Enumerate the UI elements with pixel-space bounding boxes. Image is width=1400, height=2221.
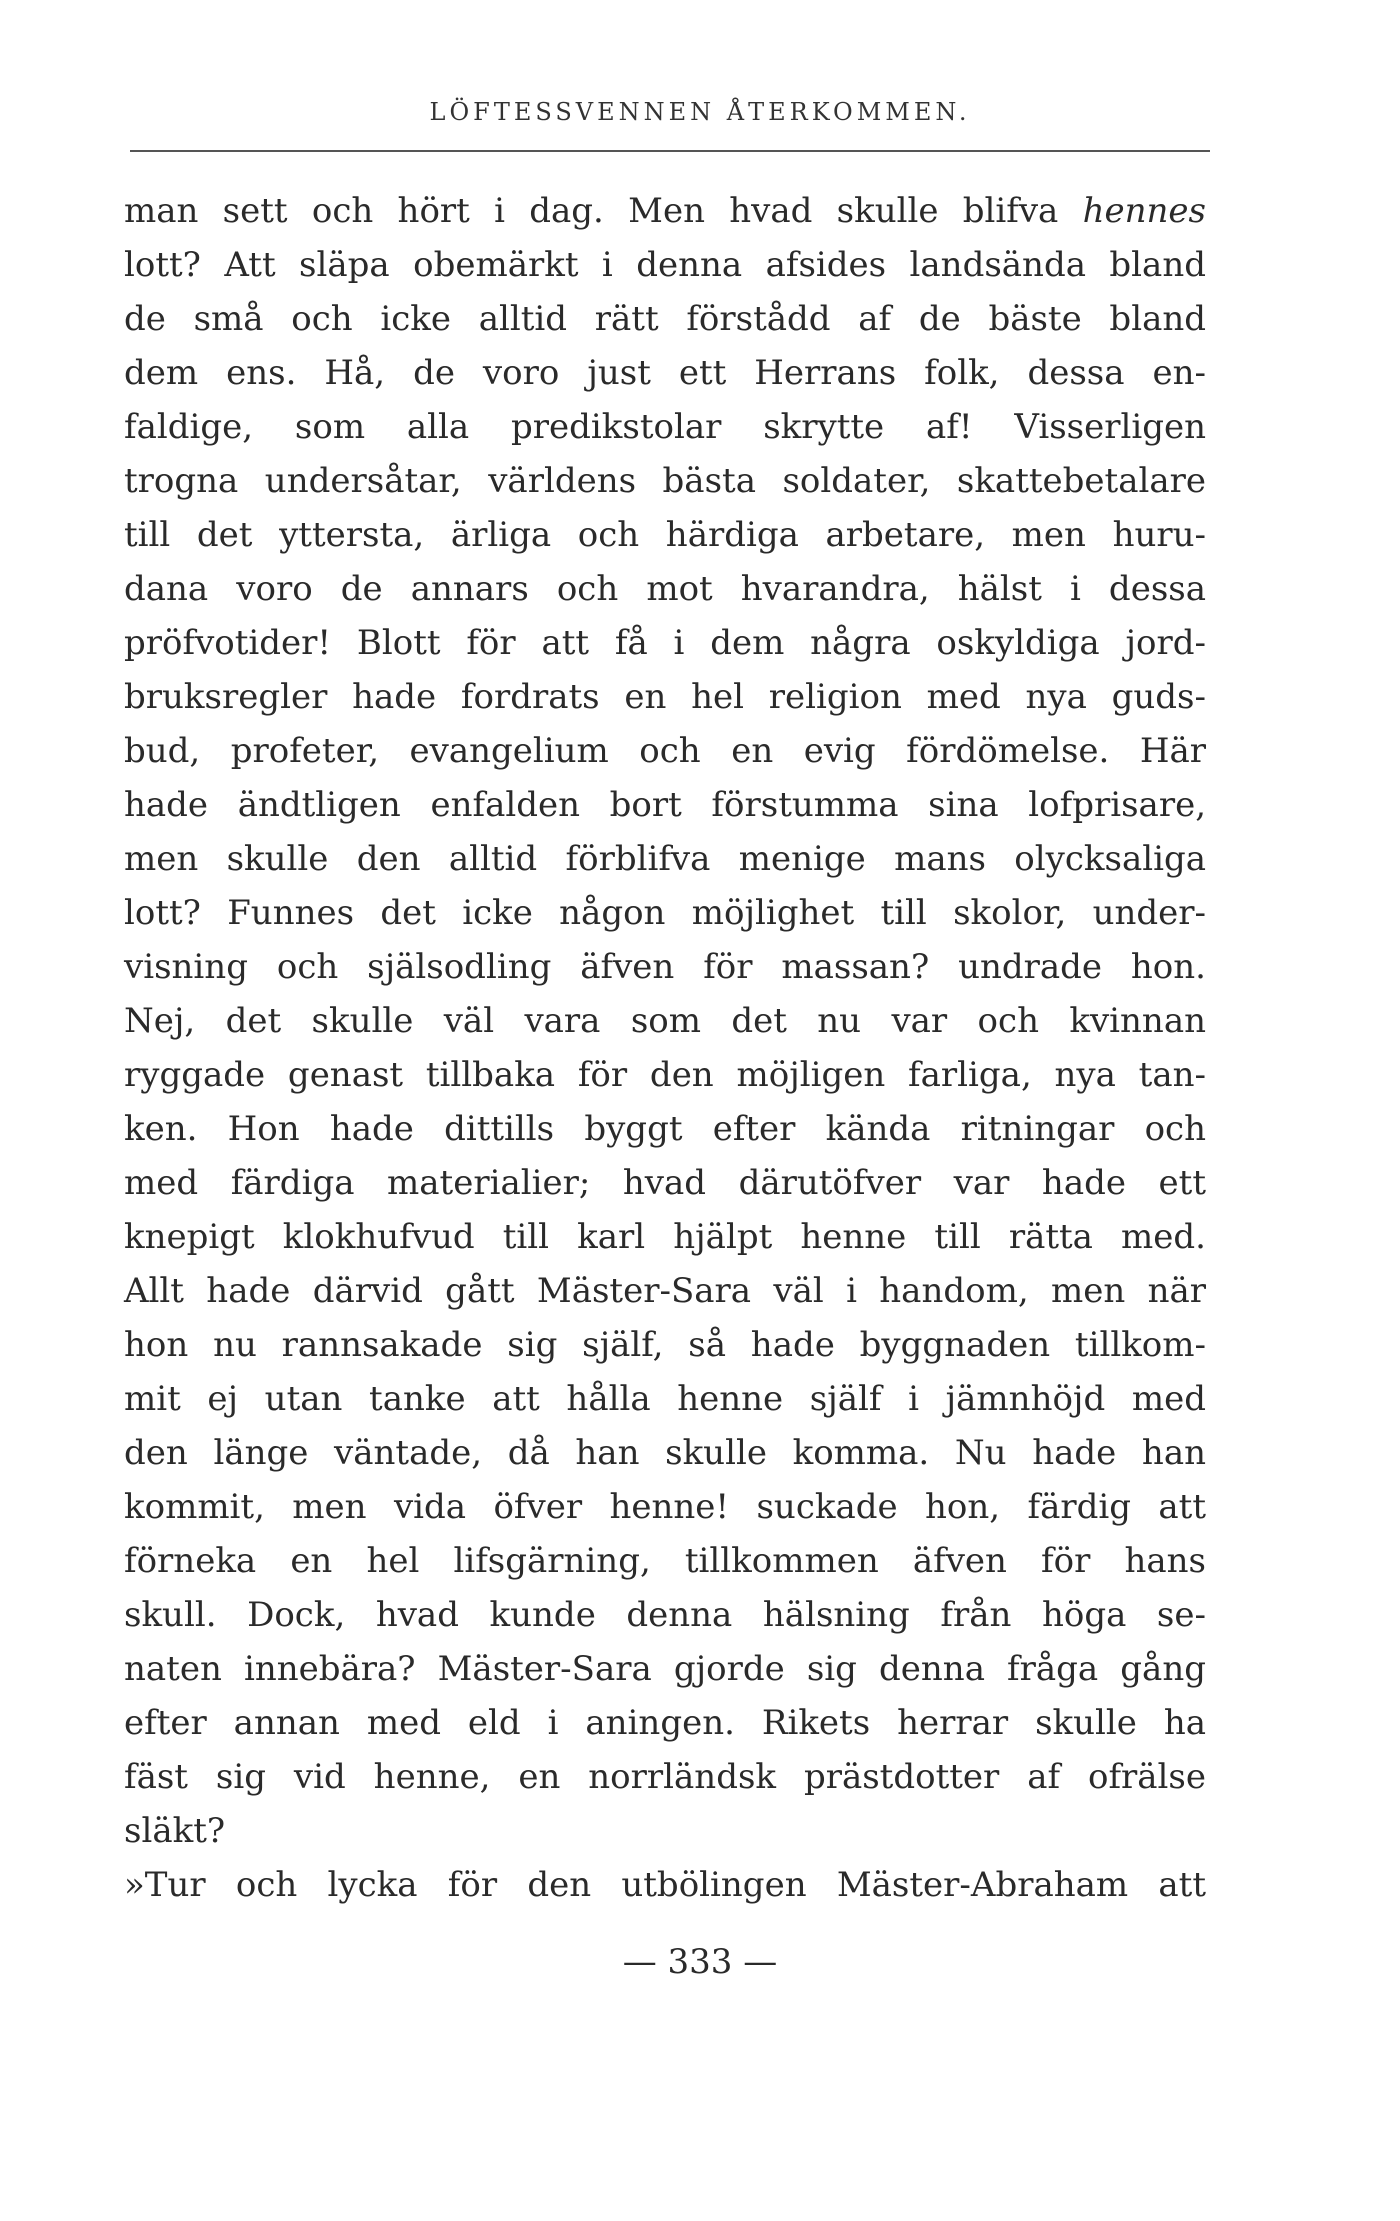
- text-line: de små och icke alltid rätt förstådd af de bäste bland: [124, 299, 1206, 339]
- text-line: pröfvotider! Blott för att få i dem några oskyldiga jord-: [124, 623, 1206, 663]
- text-line: »Tur och lycka för den utbölingen Mäster-Abraham att: [124, 1865, 1206, 1905]
- text-line: knepigt klokhufvud till karl hjälpt henne till rätta med.: [124, 1217, 1206, 1257]
- text-line: dem ens. Hå, de voro just ett Herrans folk, dessa en-: [124, 353, 1206, 393]
- text-line: den länge väntade, då han skulle komma. Nu hade han: [124, 1433, 1206, 1473]
- text-line: faldige, som alla predikstolar skrytte af! Visserligen: [124, 407, 1206, 447]
- text-line: lott? Funnes det icke någon möjlighet till skolor, under-: [124, 893, 1206, 933]
- text-line: trogna undersåtar, världens bästa soldater, skattebetalare: [124, 461, 1206, 501]
- text-line: [124, 184, 1206, 238]
- text-line: lott? Att släpa obemärkt i denna afsides landsända bland: [124, 245, 1206, 285]
- body-text: [124, 184, 1206, 1912]
- text-line: men skulle den alltid förblifva menige mans olycksaliga: [124, 839, 1206, 879]
- page-number: — 333 —: [622, 1942, 778, 1982]
- text-line: kommit, men vida öfver henne! suckade hon, färdig att: [124, 1487, 1206, 1527]
- text-line: till det yttersta, ärliga och härdiga arbetare, men huru-: [124, 515, 1206, 555]
- text-line: fäst sig vid henne, en norrländsk prästdotter af ofrälse: [124, 1757, 1206, 1797]
- text-line: med färdiga materialier; hvad därutöfver var hade ett: [124, 1163, 1206, 1203]
- header-rule: [130, 150, 1210, 152]
- text-line: ken. Hon hade dittills byggt efter kända ritningar och: [124, 1109, 1206, 1149]
- text-line: släkt?: [124, 1811, 226, 1851]
- text-line: dana voro de annars och mot hvarandra, hälst i dessa: [124, 569, 1206, 609]
- text-line: Allt hade därvid gått Mäster-Sara väl i handom, men när: [124, 1271, 1206, 1311]
- text-line: bruksregler hade fordrats en hel religion med nya guds-: [124, 677, 1206, 717]
- text-line: ryggade genast tillbaka för den möjligen farliga, nya tan-: [124, 1055, 1206, 1095]
- text-line: hon nu rannsakade sig själf, så hade byggnaden tillkom-: [124, 1325, 1206, 1365]
- text-line: visning och själsodling äfven för massan? undrade hon.: [124, 947, 1206, 987]
- text-line: mit ej utan tanke att hålla henne själf i jämnhöjd med: [124, 1379, 1206, 1419]
- text-line: förneka en hel lifsgärning, tillkommen äfven för hans: [124, 1541, 1206, 1581]
- text-line: skull. Dock, hvad kunde denna hälsning från höga se-: [124, 1595, 1206, 1635]
- running-head: LÖFTESSVENNEN ÅTERKOMMEN.: [429, 98, 971, 126]
- text-line: naten innebära? Mäster-Sara gjorde sig denna fråga gång: [124, 1649, 1206, 1689]
- text-line: efter annan med eld i aningen. Rikets herrar skulle ha: [124, 1703, 1206, 1743]
- text-line: hade ändtligen enfalden bort förstumma sina lofprisare,: [124, 785, 1206, 825]
- text-line: Nej, det skulle väl vara som det nu var och kvinnan: [124, 1001, 1206, 1041]
- text-line-start: man sett och hört i dag. Men hvad skulle blifva: [124, 191, 1083, 231]
- italic-word: hennes: [1082, 191, 1206, 231]
- text-line: bud, profeter, evangelium och en evig fördömelse. Här: [124, 731, 1206, 771]
